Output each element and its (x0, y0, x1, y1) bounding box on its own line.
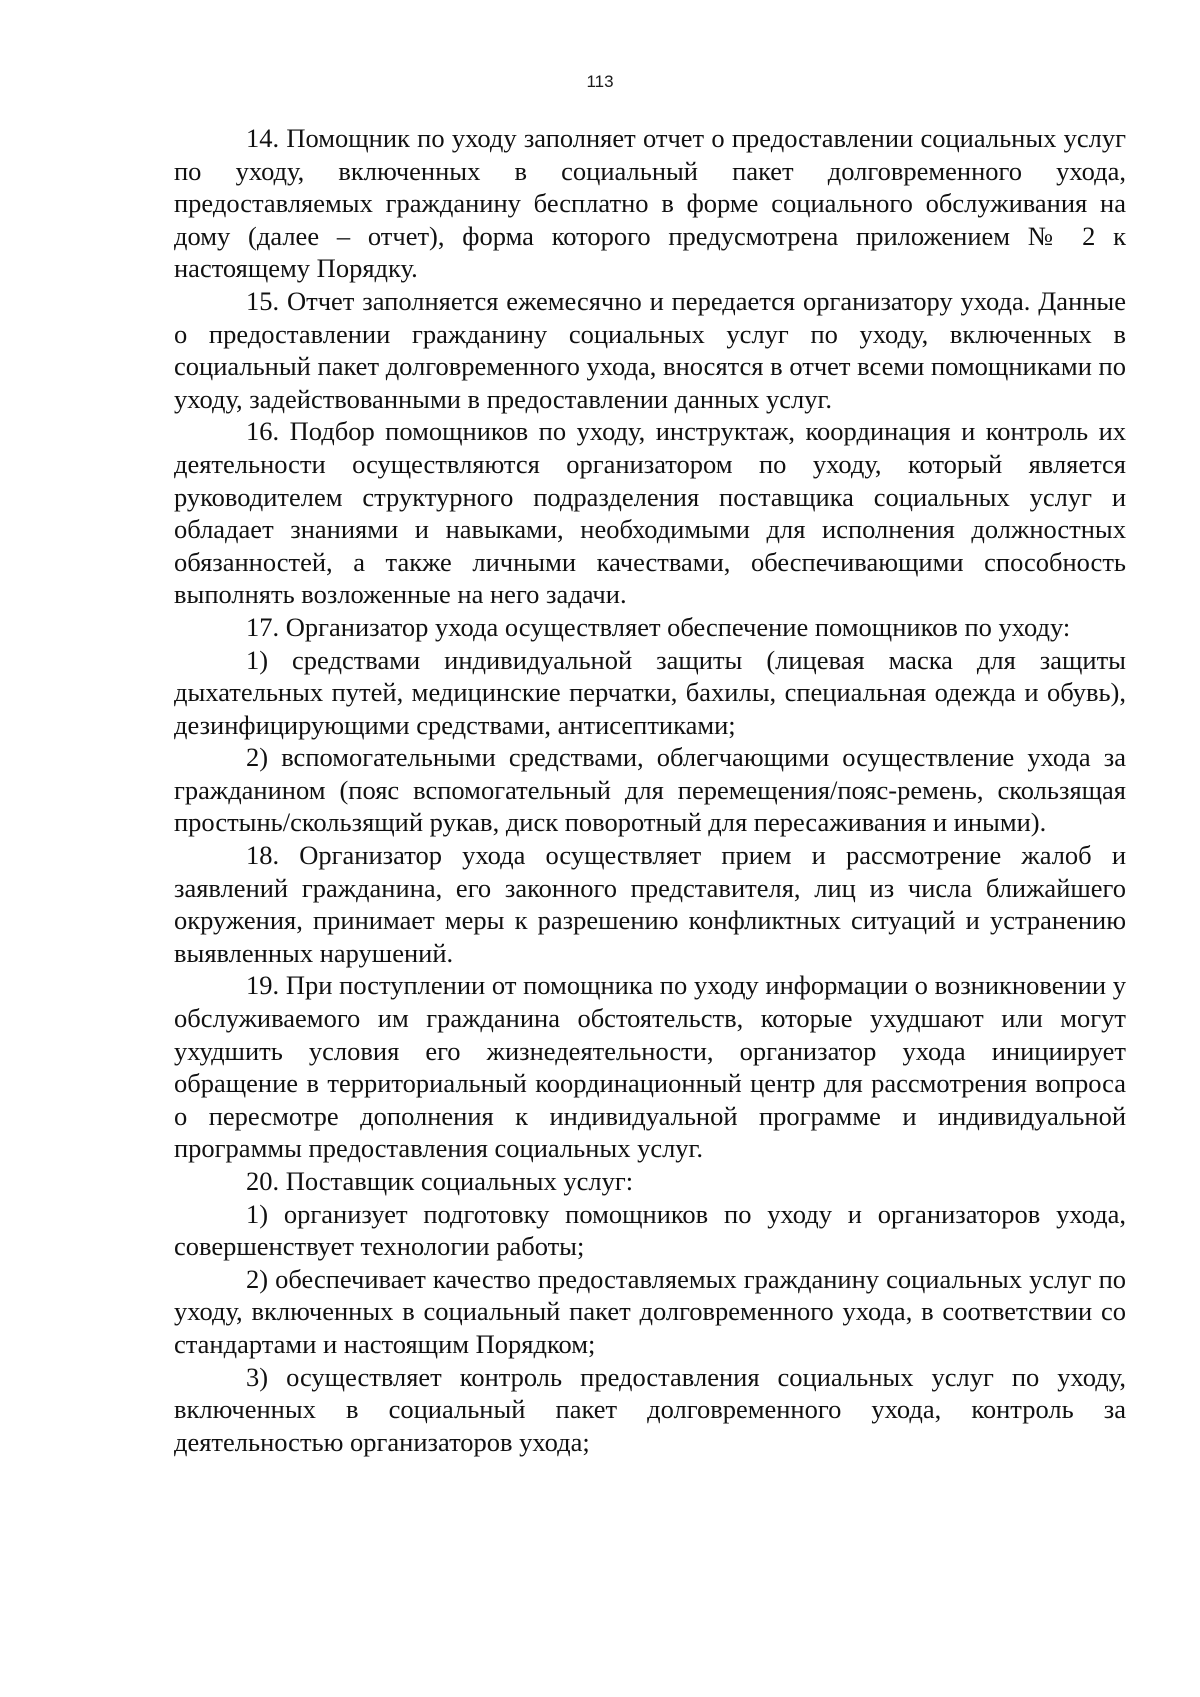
page-number: 113 (586, 72, 614, 91)
paragraph-14: 14. Помощник по уходу заполняет отчет о предоставлении социальных услуг по уходу, включенных в социальный пакет долговременного ухода, предоставляемых гражданину бесплатно в форме социального обслуживания на дому (далее – отчет), форма которого предусмотрена приложением № 2 к настоящему Порядку. (174, 123, 1126, 284)
paragraph-17-item-1: 1) средствами индивидуальной защиты (лицевая маска для защиты дыхательных путей, медицинские перчатки, бахилы, специальная одежда и обувь), дезинфицирующими средствами, антисептиками; (174, 644, 1126, 740)
paragraph-16: 16. Подбор помощников по уходу, инструктаж, координация и контроль их деятельности осуществляются организатором по уходу, который является руководителем структурного подразделения поставщика социальных услуг и обладает знаниями и навыками, необходимыми для исполнения должностных обязанностей, а также личными качествами, обеспечивающими способность выполнять возложенные на него задачи. (174, 416, 1126, 610)
paragraph-20-item-3: 3) осуществляет контроль предоставления социальных услуг по уходу, включенных в социальный пакет долговременного ухода, контроль за деятельностью организаторов ухода; (174, 1361, 1126, 1457)
paragraph-17: 17. Организатор ухода осуществляет обеспечение помощников по уходу: (246, 611, 1071, 642)
paragraph-20-item-2: 2) обеспечивает качество предоставляемых гражданину социальных услуг по уходу, включенных в социальный пакет долговременного ухода, в соответствии со стандартами и настоящим Порядком; (174, 1263, 1126, 1359)
paragraph-20-item-1: 1) организует подготовку помощников по уходу и организаторов ухода, совершенствует технологии работы; (174, 1198, 1126, 1262)
paragraph-20: 20. Поставщик социальных услуг: (246, 1166, 634, 1196)
paragraph-18: 18. Организатор ухода осуществляет прием и рассмотрение жалоб и заявлений гражданина, его законного представителя, лиц из числа ближайшего окружения, принимает меры к разрешению конфликтных ситуаций и устранению выявленных нарушений. (174, 840, 1126, 968)
paragraph-17-item-2: 2) вспомогательными средствами, облегчающими осуществление ухода за гражданином (пояс вспомогательный для перемещения/пояс-ремень, скользящая простынь/скользящий рукав, диск поворотный для пересаживания и иными). (174, 742, 1126, 838)
document-body (174, 122, 1126, 1458)
paragraph-19: 19. При поступлении от помощника по уходу информации о возникновении у обслуживаемого им гражданина обстоятельств, которые ухудшают или могут ухудшить условия его жизнедеятельности, организатор ухода инициирует обращение в территориальный координационный центр для рассмотрения вопроса о пересмотре дополнения к индивидуальной программе и индивидуальной программы предоставления социальных услуг. (174, 970, 1126, 1164)
paragraph-15: 15. Отчет заполняется ежемесячно и передается организатору ухода. Данные о предоставлении гражданину социальных услуг по уходу, включенных в социальный пакет долговременного ухода, вносятся в отчет всеми помощниками по уходу, задействованными в предоставлении данных услуг. (174, 285, 1126, 414)
